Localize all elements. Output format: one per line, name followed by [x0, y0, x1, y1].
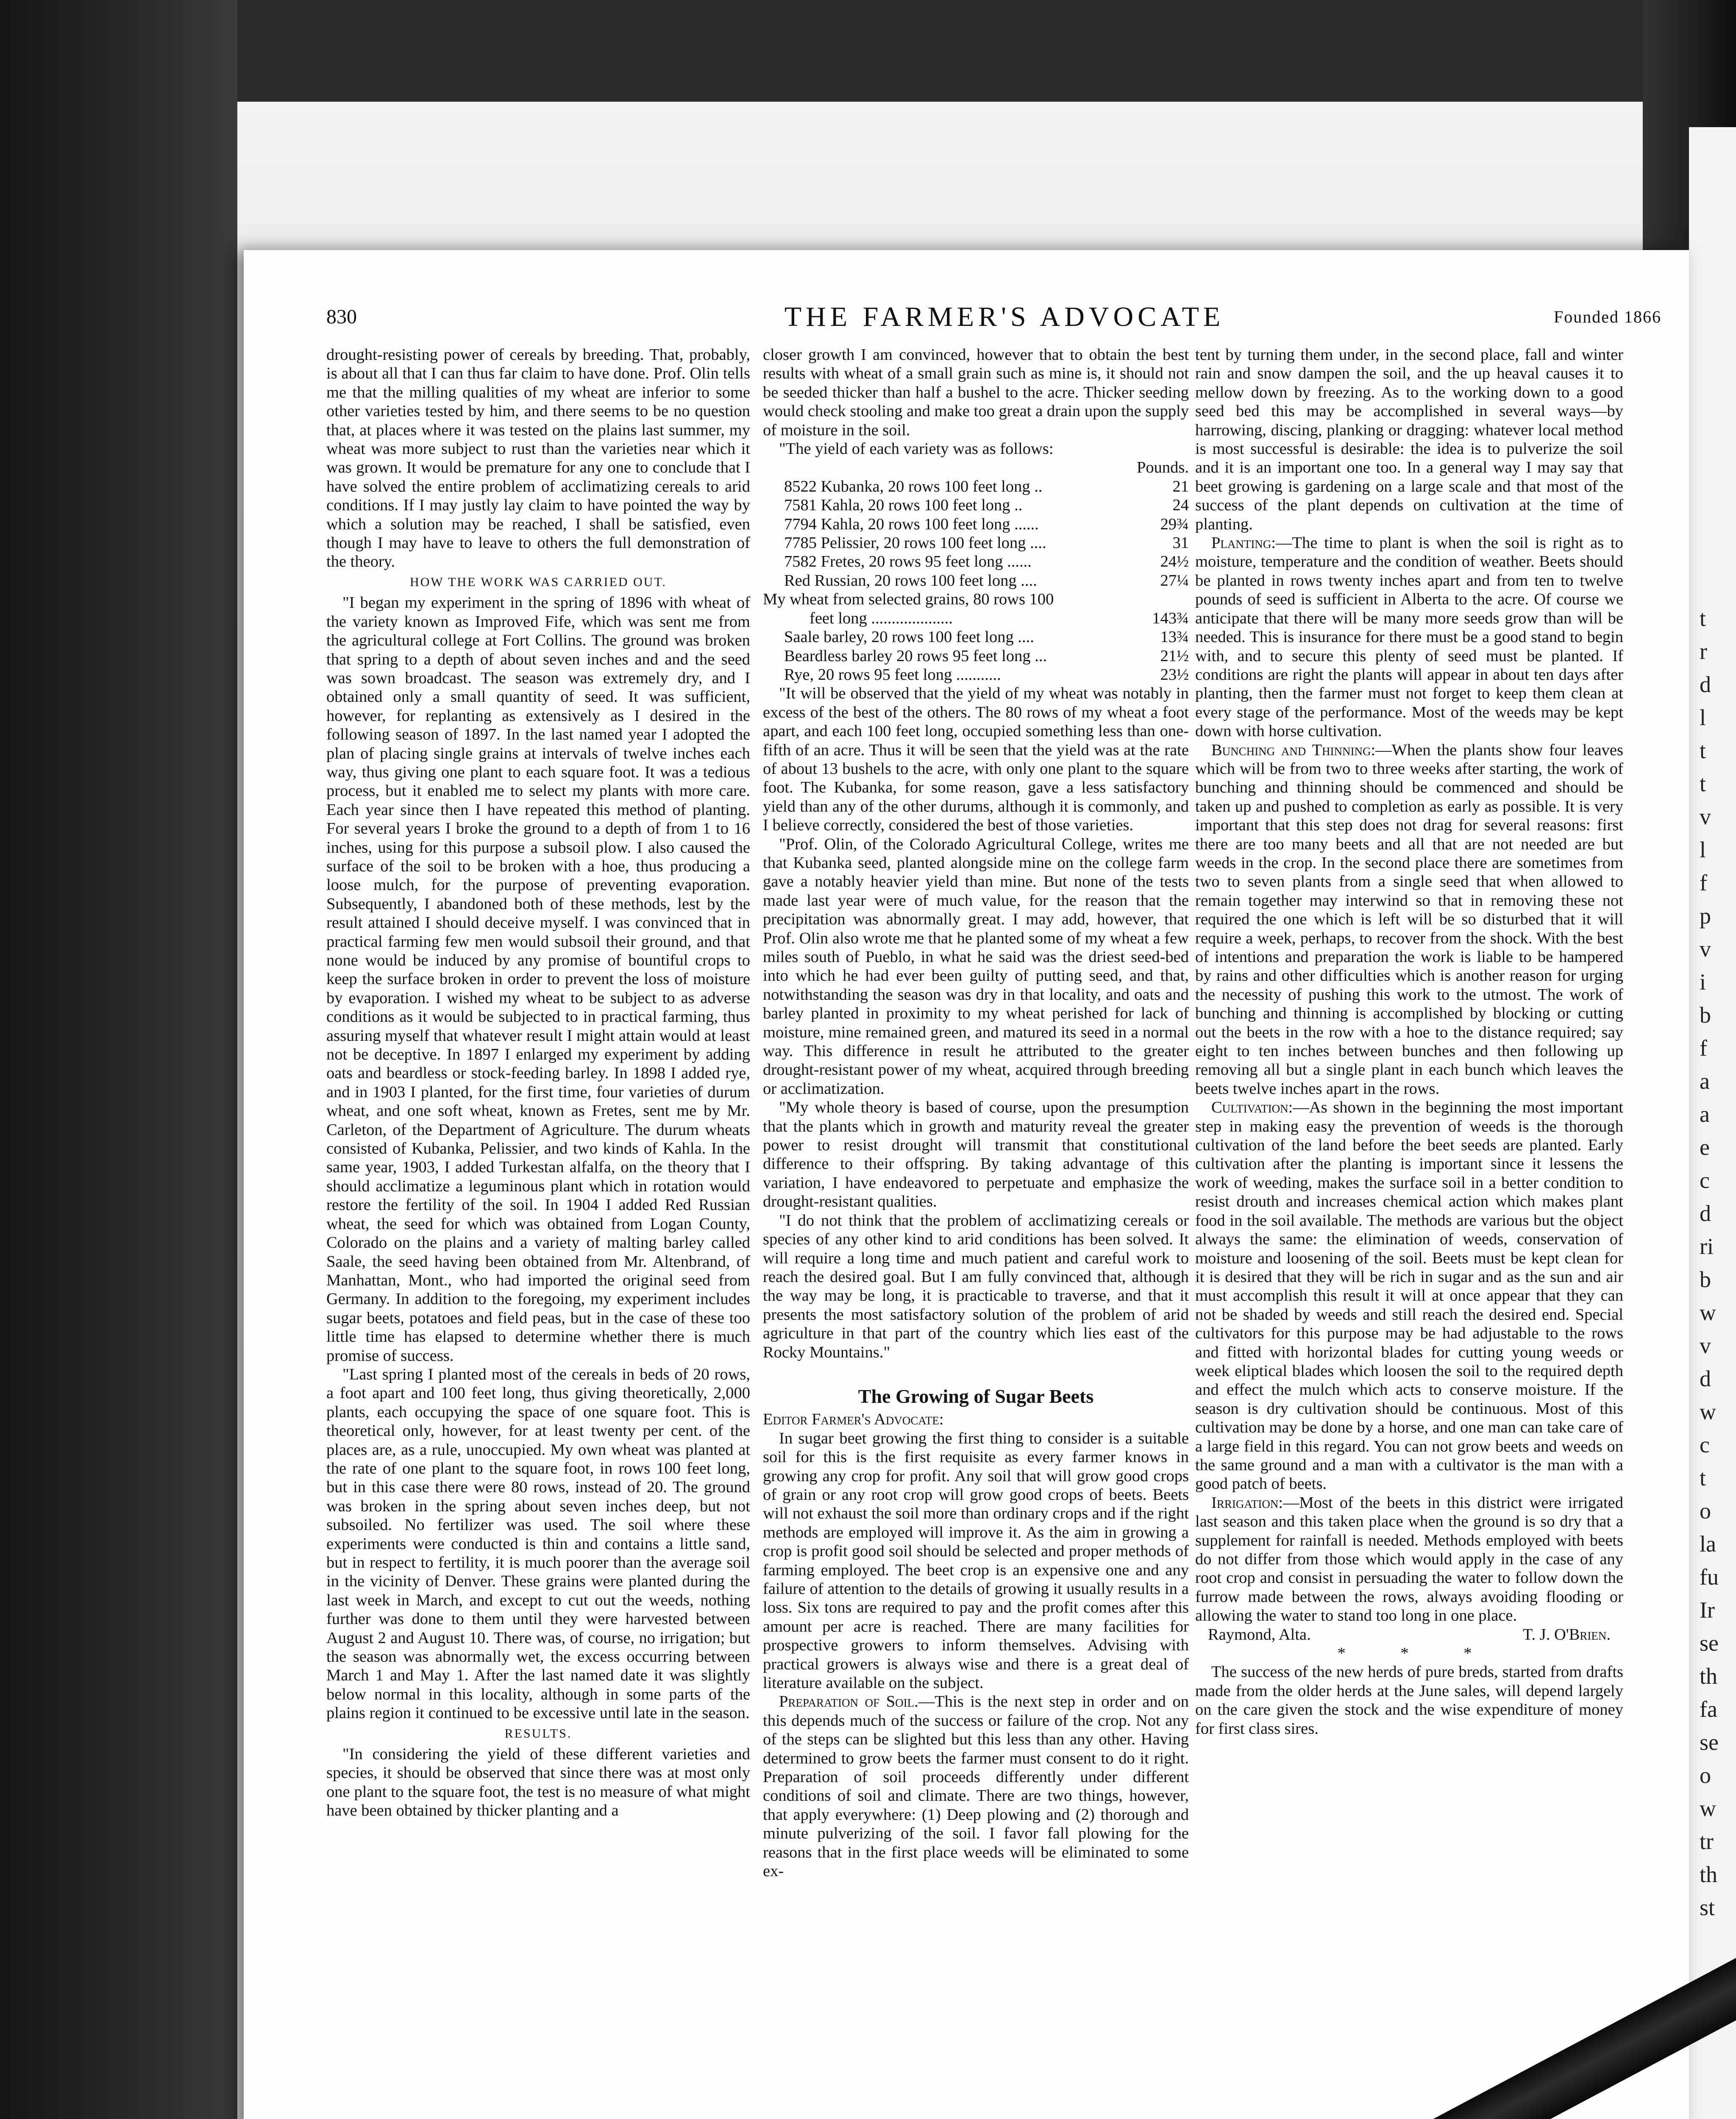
yield-table [763, 477, 1189, 684]
paragraph-heading: Cultivation: [1211, 1098, 1293, 1117]
paragraph-heading: Bunching and Thinning: [1211, 741, 1376, 759]
table-row: 7581 Kahla, 20 rows 100 feet long .. 24 [784, 496, 1189, 514]
scan-left-shadow [0, 0, 237, 2119]
paragraph: Preparation of Soil.—This is the next step in order and on this depends much of the success or failure of the crop. Not any of the steps can be slighted but this less than any other. Having determined to grow beets the farmer must consent to do it right. Preparation of soil proceeds differently under different conditions of soil and climate. There are two things, however, that apply everywhere: (1) Deep plowing and (2) thorough and minute pulverizing of the soil. I favor fall plowing for the reasons that in the first place weeds will be eliminated to some ex- [763, 1693, 1189, 1880]
editor-salutation: Editor Farmer's Advocate: [763, 1410, 944, 1429]
paragraph: The success of the new herds of pure breds, started from drafts made from the older herds at the June sales, will depend largely on the care given the stock and the wise expenditure of money for first class sires. [1195, 1663, 1623, 1738]
paragraph-heading: Irrigation: [1211, 1493, 1283, 1512]
section-subheading: RESULTS. [504, 1726, 572, 1741]
table-row: Beardless barley 20 rows 95 feet long ... 21½ [784, 647, 1189, 665]
column-2 [763, 345, 1189, 1881]
paragraph: "The yield of each variety was as follows: [779, 440, 1054, 458]
table-row: 8522 Kubanka, 20 rows 100 feet long .. 21 [784, 477, 1189, 495]
section-subheading: HOW THE WORK WAS CARRIED OUT. [410, 575, 667, 589]
paragraph: Bunching and Thinning:—When the plants show four leaves which will be from two to three weeks after starting, the work of bunching and thinning should be commenced and should be taken up and pushed to completion as early as possible. It is very important that this step does not drag for several reasons: first there are too many beets and all that are not needed are but weeds in the crop. In the second place there are sometimes from two to seven plants from a single seed that when allowed to remain together may interwind so that in removing these not required the one which is left will be so disturbed that it will require a week, perhaps, to recover from the shock. With the best of intentions and preparation the work is liable to be hampered by rains and other difficulties which is another reason for urging the necessity of pushing this work to the utmost. The work of bunching and thinning is accomplished by blocking or cutting out the beets in the row with a hoe to the distance required; say eight to ten inches between bunches and then following up removing all but a single plant in each bunch which leaves the beets twelve inches apart in the rows. [1195, 741, 1623, 1098]
paragraph: Irrigation:—Most of the beets in this district were irrigated last season and this taken place when the ground is so dry that a supplement for rainfall is needed. Methods employed with beets do not differ from those which would apply in the case of any root crop and consist in persuading the water to follow down the furrow made between the rows, always avoiding flooding or allowing the water to stand too long in one place. [1195, 1493, 1623, 1625]
paragraph: drought-resisting power of cereals by breeding. That, probably, is about all that I can thus far claim to have done. Prof. Olin tells me that the milling qualities of my wheat are inferior to some other varieties tested by him, and there seems to be no question that, at places where it was tested on the plains last summer, my wheat was more subject to rust than the varieties near which it was grown. It would be premature for any one to conclude that I have solved the entire problem of acclimatizing cereals to arid conditions. If I may justly lay claim to have pointed the way by which a solution may be reached, I shall be satisfied, even though I may have to leave to others the full demonstration of the theory. [326, 346, 750, 571]
table-row: Red Russian, 20 rows 100 feet long .... 27¼ [784, 571, 1189, 590]
table-row: 7582 Fretes, 20 rows 95 feet long ...... 24½ [784, 553, 1189, 571]
paragraph: "Last spring I planted most of the cereals in beds of 20 rows, a foot apart and 100 feet long, thus giving theoretically, 2,000 plants, each occupying the space of one square foot. This is theoretical only, however, for at least twenty per cent. of the places are, as a rule, unoccupied. My own wheat was planted at the rate of one plant to the square foot, in rows 100 feet long, but in this case there were 80 rows, instead of 20. The ground was broken in the spring about seven inches deep, but not subsoiled. No fertilizer was used. The soil where these experiments were conducted is thin and contains a little sand, but in respect to fertility, it is much poorer than the average soil in the vicinity of Denver. These grains were planted during the last week in March, and except to cut out the weeds, nothing further was done to them until they were harvested between August 2 and August 10. There was, of course, no irrigation; but the season was abnormally wet, the excess occurring between March 1 and May 1. After the last named date it was slightly below normal in this locality, although in some parts of the plains region it continued to be excessive until late in the season. [326, 1365, 750, 1722]
paragraph: "In considering the yield of these different varieties and species, it should be observed that since there was at most only one plant to the square foot, the test is no measure of what might have been obtained by thicker planting and a [326, 1745, 750, 1820]
yield-table-header: Pounds. [1136, 459, 1189, 477]
table-row: feet long .................... 143¾ [810, 609, 1189, 627]
section-separator: * * * [1337, 1644, 1497, 1663]
founded-note: Founded 1866 [1554, 307, 1661, 326]
paragraph: Planting:—The time to plant is when the soil is right as to moisture, temperature and the condition of weather. Beets should be planted in rows twenty inches apart and from ten to twelve pounds of seed is sufficient in Alberta to the acre. Of course we anticipate that there will be many more seeds grow than will be needed. This is insurance for there must be a good stand to begin with, and to secure this plenty of seed must be planted. If conditions are right the plants will appear in about ten days after planting, then the farmer must not forget to keep them clean at every stage of the performance. Most of the weeds may be kept down with horse cultivation. [1195, 534, 1623, 740]
scan-top-shadow [0, 0, 1736, 102]
signature-name: T. J. O'Brien. [1522, 1625, 1611, 1643]
paragraph: "Prof. Olin, of the Colorado Agricultural College, writes me that Kubanka seed, planted alongside mine on the college farm gave a notably heavier yield than mine. But none of the tests made last year were of much value, for the reason that the precipitation was abnormally great. I may add, however, that Prof. Olin also wrote me that he planted some of my wheat a few miles south of Pueblo, in what he said was the driest seed-bed into which he had ever been guilty of putting seed, and that, notwithstanding the season was dry in that locality, and oats and barley planted in proximity to my wheat perished for lack of moisture, mine remained green, and matured its seed in a normal way. This difference in result he attributed to the greater drought-resistant power of my wheat, acquired through breeding or acclimatization. [763, 835, 1189, 1098]
table-row: Saale barley, 20 rows 100 feet long .... 13¾ [784, 628, 1189, 646]
paragraph: Cultivation:—As shown in the beginning the most important step in making easy the prevention of weeds is the thorough cultivation of the land before the beet seeds are planted. Early cultivation after the planting is important since it lessens the work of weeding, makes the surface soil in a better condition to resist drouth and increases chemical action which makes plant food in the soil available. The methods are various but the object always the same: the elimination of weeds, conservation of moisture and loosening of the soil. Beets must be kept clean for it is desired that they will be rich in sugar and as the sun and air must accomplish this result it will at once appear that they can not be shaded by weeds and still reach the desired end. Special cultivators for this purpose may be had adjustable to the rows and fitted with horizontal blades for cutting young weeds or week eliptical blades which loosen the soil to the required depth and effect the mulch which acts to conserve moisture. If the season is dry cultivation should be continuous. Most of this cultivation may be done by a horse, and one man can take care of a large field in this regard. You can not grow beets and weeds on the same ground and a man with a cultivator is the man with a good patch of beets. [1195, 1098, 1623, 1493]
table-row: 7785 Pelissier, 20 rows 100 feet long .... 31 [784, 534, 1189, 552]
table-row: Rye, 20 rows 95 feet long ........... 23½ [784, 665, 1189, 684]
paragraph-heading: Planting: [1211, 534, 1276, 552]
signature-line [1195, 1625, 1623, 1644]
signature-place: Raymond, Alta. [1208, 1625, 1311, 1643]
paragraph: closer growth I am convinced, however that to obtain the best results with wheat of a small grain such as mine is, it should not be seeded thicker than half a bushel to the acre. Thicker seeding would check stooling and make too great a drain upon the supply of moisture in the soil. [763, 346, 1189, 439]
paragraph: "I began my experiment in the spring of 1896 with wheat of the variety known as Improved Fife, which was sent me from the agricultural college at Fort Collins. The ground was broken that spring to a depth of about seven inches and and the seed was sown broadcast. The season was extremely dry, and I obtained only a small quantity of seed. It was sufficient, however, for replanting as extensively as I desired in the following season of 1897. In the last named year I adopted the plan of placing single grains at intervals of twelve inches each way, thus giving one plant to each square foot. It was a tedious process, but it enabled me to select my plants with more care. Each year since then I have repeated this method of planting. For several years I broke the ground to a depth of from 1 to 16 inches, using for this purpose a subsoil plow. I also caused the surface of the soil to be broken with a hoe, thus producing a loose mulch, for the purpose of preventing evaporation. Subsequently, I abandoned both of these methods, lest by the result attained I should deceive myself. I was convinced that in practical farming few men would subsoil their ground, and that none would be induced by any promise of bountiful crops to keep the surface broken in order to prevent the loss of moisture by evaporation. I wished my wheat to be subject to as adverse conditions as it would be subjected to in practical farming, thus assuring myself that whatever result I might attain would at least not be deceptive. In 1897 I enlarged my experiment by adding oats and beardless or stock-feeding barley. In 1898 I added rye, and in 1903 I planted, for the first time, four varieties of durum wheat, and one soft wheat, known as Fretes, sent me by Mr. Carleton, of the Department of Agriculture. The durum wheats consisted of Kubanka, Pelissier, and two kinds of Kahla. In the same year, 1903, I added Turkestan alfalfa, on the theory that I should acclimatize a leguminous plant which in rotation would restore the fertility of the soil. In 1904 I added Red Russian wheat, the seed for which was obtained from Logan County, Colorado on the plains and a variety of malting barley called Saale, the seed having been obtained from Mr. Altenbrand, of Manhattan, Mont., who had imported the original seed from Germany. In addition to the foregoing, my experiment includes sugar beets, potatoes and field peas, but in the case of these too little time has elapsed to determine whether there is much promise of success. [326, 594, 750, 1365]
paragraph: "I do not think that the problem of acclimatizing cereals or species of any other kind to arid conditions has been solved. It will require a long time and much patient and careful work to reach the desired goal. But I am fully convinced that, although the way may be long, it is practicable to traverse, and that it presents the most satisfactory solution of the problem of arid agriculture in that part of the country which lies east of the Rocky Mountains." [763, 1211, 1189, 1361]
column-1 [326, 345, 750, 1820]
page-number: 830 [326, 306, 357, 328]
facing-page-letters: t r d l t t v l f p v i b f a a e c d ri b w v d w c t o la fu Ir se th fa se o w tr th st [1700, 606, 1719, 1920]
paragraph: In sugar beet growing the first thing to consider is a suitable soil for this is the first requisite as every farmer knows in growing any crop for profit. Any soil that will grow good crops of grain or any root crop will grow good crops of beets. Beets will not exhaust the soil more than ordinary crops and if the right methods are employed will improve it. As the aim in growing a crop is profit good soil should be selected and proper methods of farming employed. The beet crop is an expensive one and any failure of attention to the details of growing it usually results in a loss. Six tons are required to pay and the profit comes after this amount per acre is reached. There are many facilities for prospective growers to inform themselves. Advising with practical growers is always wise and there is a great deal of literature available on the subject. [763, 1429, 1189, 1692]
article-title: The Growing of Sugar Beets [858, 1385, 1094, 1407]
paragraph: tent by turning them under, in the second place, fall and winter rain and snow dampen the soil, and the up heaval causes it to mellow down by freezing. As to the working down to a good seed bed this may be accomplished in several ways—by harrowing, discing, planking or dragging: whatever local method is most successful is desirable: the idea is to pulverize the soil and it is an important one too. In a general way I may say that beet growing is gardening on a large scale and that most of the success of the plant depends on cultivation at the time of planting. [1195, 346, 1623, 533]
paragraph: "It will be observed that the yield of my wheat was notably in excess of the best of the others. The 80 rows of my wheat a foot apart, and each 100 feet long, occupied something less than one-fifth of an acre. Thus it will be seen that the yield was at the rate of about 13 bushels to the acre, with only one plant to the square foot. The Kubanka, for some reason, gave a less satisfactory yield than any of the other durums, although it is commonly, and I believe correctly, considered the best of those varieties. [763, 684, 1189, 834]
paragraph-heading: Preparation of Soil. [779, 1693, 918, 1711]
page-header [326, 297, 1683, 335]
masthead: THE FARMER'S ADVOCATE [784, 301, 1225, 332]
paragraph: "My whole theory is based of course, upon the presumption that the plants which in growth and maturity reveal the greater power to resist drought will transmit that constitutional difference to their offspring. By taking advantage of this variation, I have endeavored to perpetuate and emphasize the drought-resistant qualities. [763, 1098, 1189, 1211]
table-row: 7794 Kahla, 20 rows 100 feet long ...... 29¾ [784, 515, 1189, 533]
table-row: My wheat from selected grains, 80 rows 100 [763, 590, 1054, 609]
column-3 [1195, 345, 1623, 1738]
